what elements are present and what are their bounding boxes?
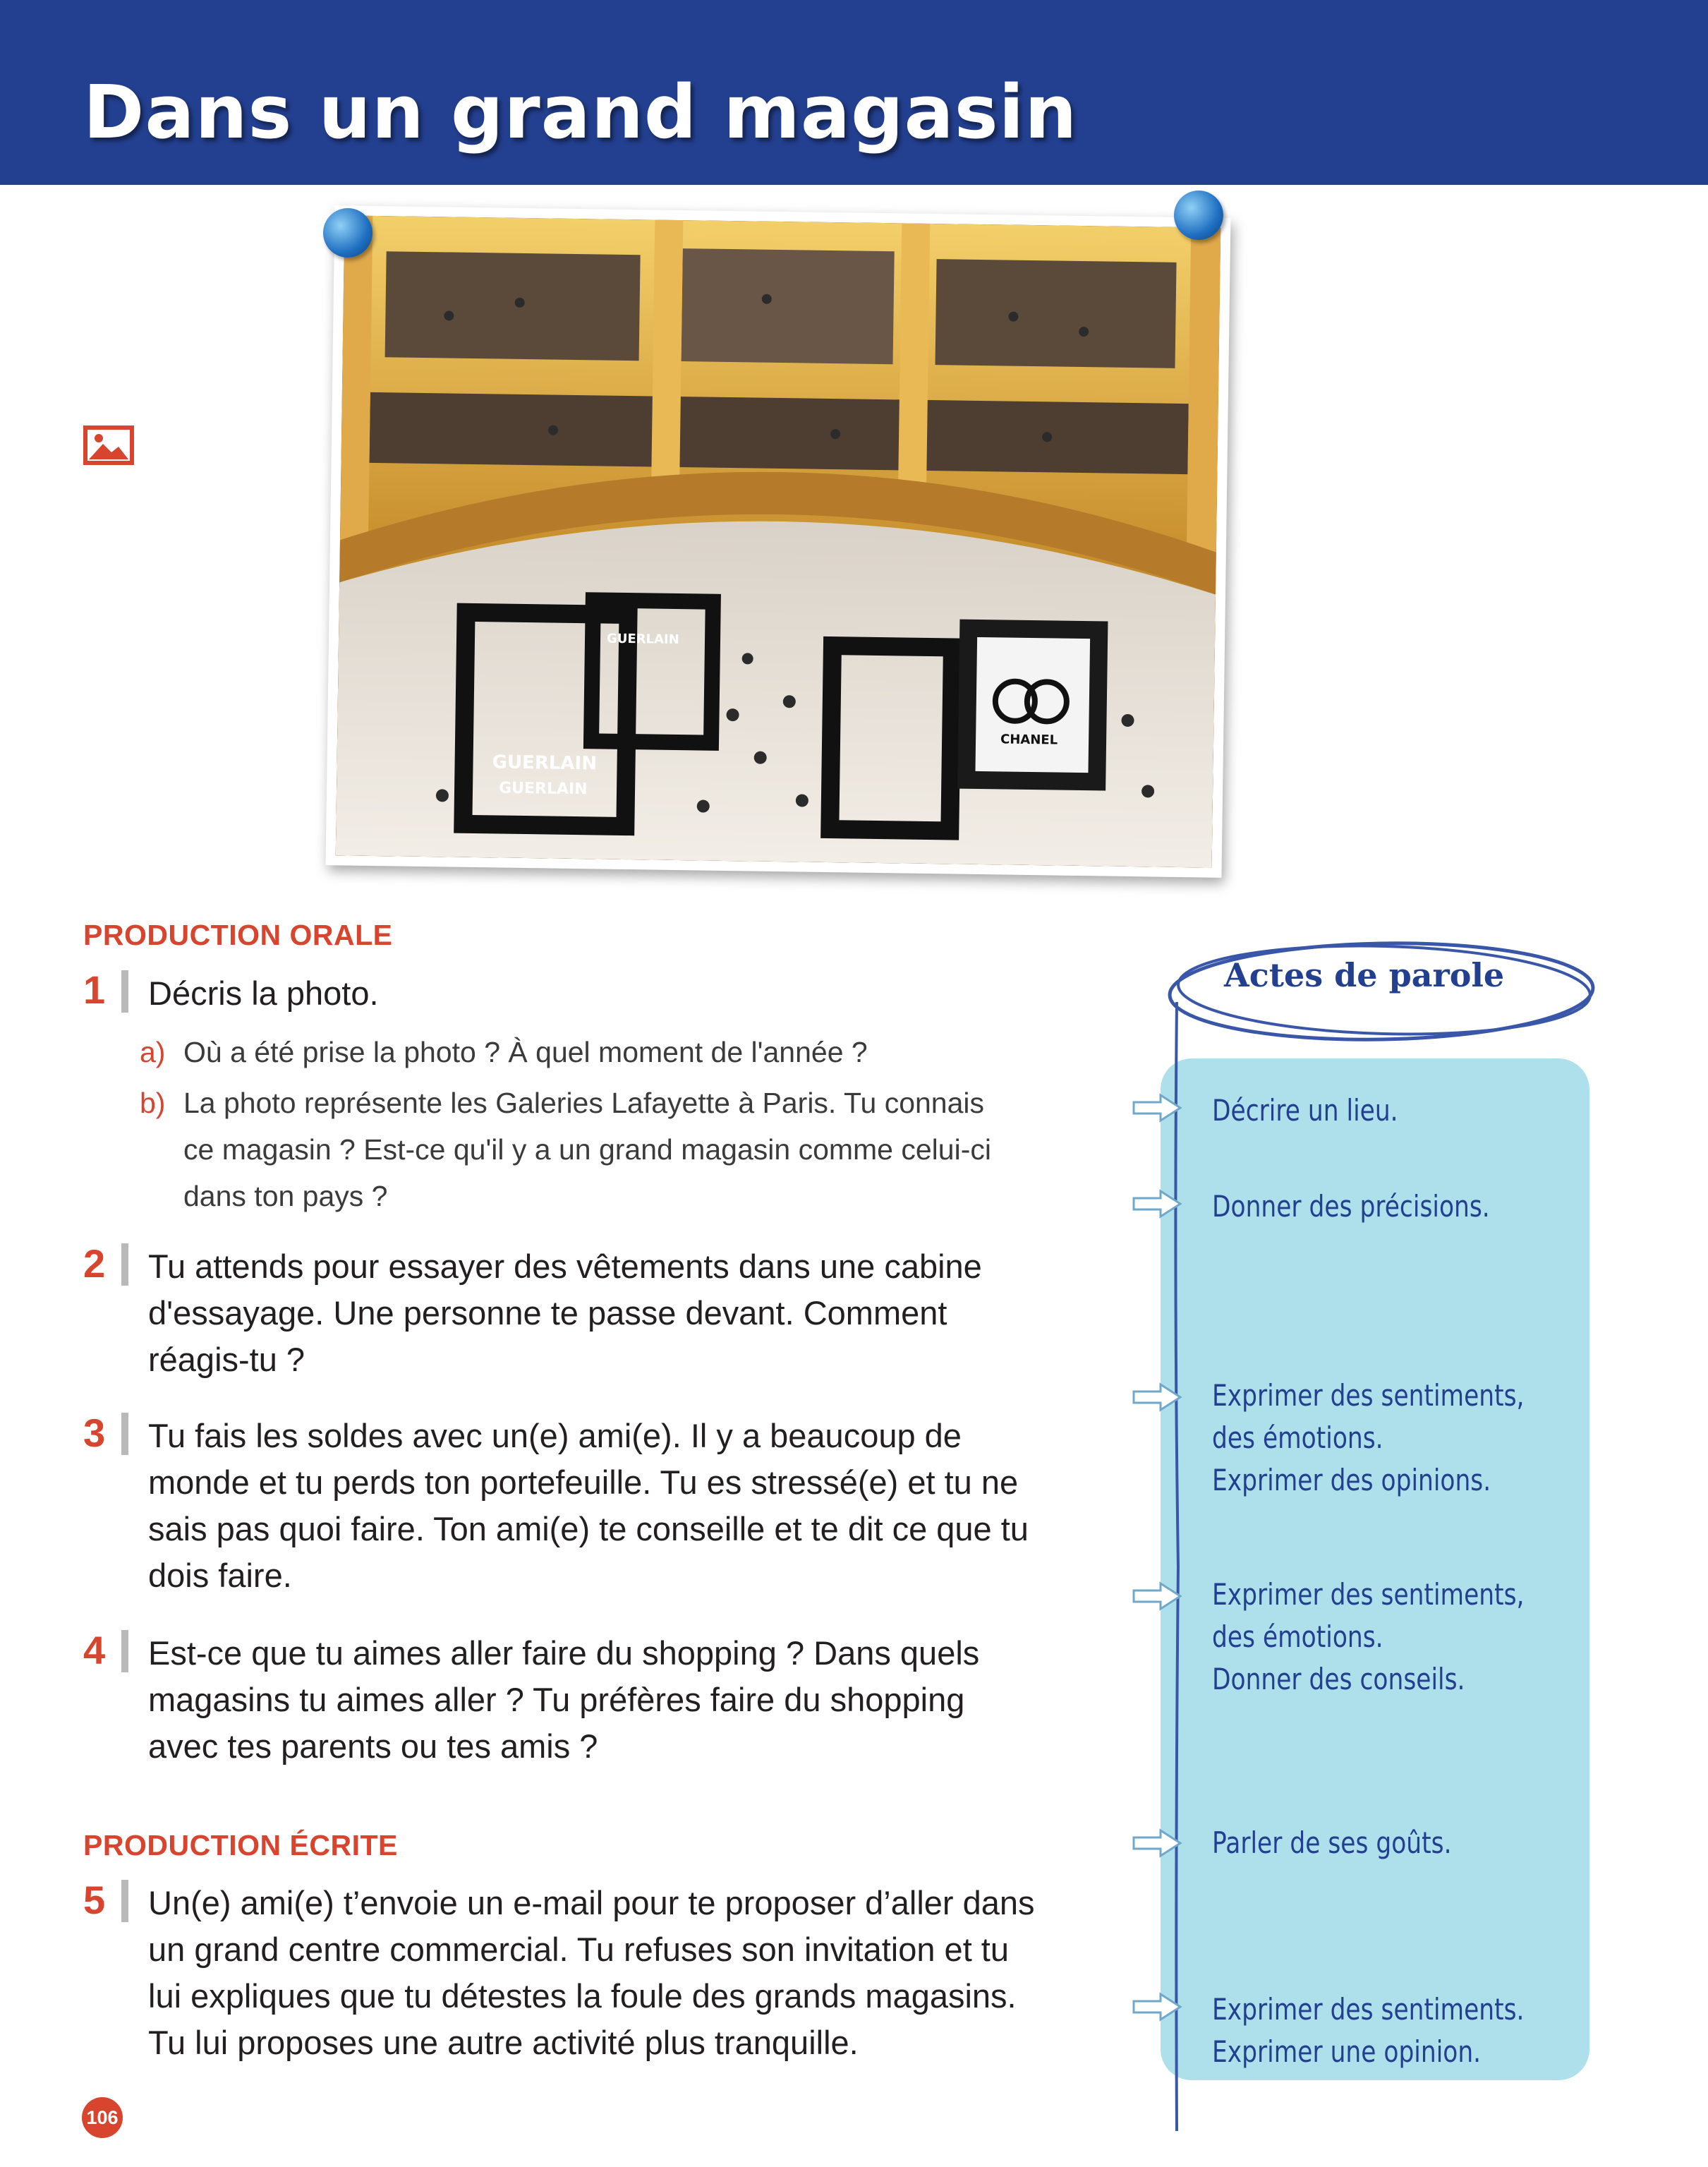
question-number: 2 [83,1241,106,1286]
title-banner [0,0,1708,185]
galeries-lafayette-photo [336,215,1221,867]
question-bar [121,1243,128,1286]
question-text: Tu attends pour essayer des vêtements dans une cabine d'essayage. Une personne te passe devant. Comment réagis-tu ? [148,1248,982,1378]
question-text: Un(e) ami(e) t’envoie un e-mail pour te proposer d’aller dans un grand centre commercial. Tu refuses son invitation et tu lui expliques que tu détestes la foule des grands magasins. Tu lui proposes une autre activité plus tranquille. [148,1884,1035,2061]
arrow-right-icon [1132,1828,1183,1859]
subquestion-letter: a) [140,1036,166,1068]
acte-item: Exprimer des sentiments, des émotions. Donner des conseils. [1212,1577,1525,1696]
question-number: 4 [83,1628,106,1672]
subquestion-text: La photo représente les Galeries Lafayette à Paris. Tu connais [183,1087,985,1119]
acte-item: Décrire un lieu. [1212,1093,1398,1128]
question-text: Tu fais les soldes avec un(e) ami(e). Il y a beaucoup de monde et tu perds ton portefeuille. Tu es stressé(e) et tu ne sais pas quoi faire. Ton ami(e) te conseille et te dit ce que tu dois faire. [148,1417,1029,1594]
pushpin-icon [1174,191,1223,240]
acte-item: Exprimer des sentiments. Exprimer une opinion. [1212,1992,1525,2069]
section-production-orale: PRODUCTION ORALE [83,919,393,951]
arrow-right-icon [1132,1991,1183,2022]
question-number: 1 [83,967,106,1012]
store-sign: GUERLAIN [492,751,598,775]
question-bar [121,1413,128,1455]
photo-frame [326,205,1231,878]
question-number: 5 [83,1878,106,1922]
subquestion-letter: b) [140,1087,166,1119]
subquestion-text: dans ton pays ? [183,1180,388,1212]
question-number: 3 [83,1411,106,1455]
image-icon[interactable] [83,425,134,465]
vertical-line [1171,1002,1182,2131]
page-number: 106 [82,2097,123,2138]
question-text: Décris la photo. [148,974,379,1012]
arrow-right-icon [1132,1581,1183,1612]
actes-de-parole-title: Actes de parole [1224,956,1505,994]
store-sign: CHANEL [1000,732,1058,748]
store-sign: GUERLAIN [606,631,679,648]
arrow-right-icon [1132,1382,1183,1413]
acte-item: Exprimer des sentiments, des émotions. Exprimer des opinions. [1212,1378,1525,1497]
page-title: Dans un grand magasin [83,69,1078,155]
question-text: Est-ce que tu aimes aller faire du shopping ? Dans quels magasins tu aimes aller ? Tu préfères faire du shopping avec tes parents ou tes amis ? [148,1634,980,1765]
subquestion-text: ce magasin ? Est-ce qu'il y a un grand magasin comme celui-ci [183,1133,991,1166]
pushpin-icon [323,208,373,258]
arrow-right-icon [1132,1092,1183,1123]
section-production-ecrite: PRODUCTION ÉCRITE [83,1829,398,1861]
question-bar [121,1880,128,1922]
acte-item: Donner des précisions. [1212,1189,1490,1224]
subquestion-text: Où a été prise la photo ? À quel moment de l'année ? [183,1036,868,1068]
question-bar [121,970,128,1013]
question-bar [121,1630,128,1672]
acte-item: Parler de ses goûts. [1212,1825,1452,1860]
arrow-right-icon [1132,1188,1183,1219]
store-sign: GUERLAIN [498,779,588,799]
